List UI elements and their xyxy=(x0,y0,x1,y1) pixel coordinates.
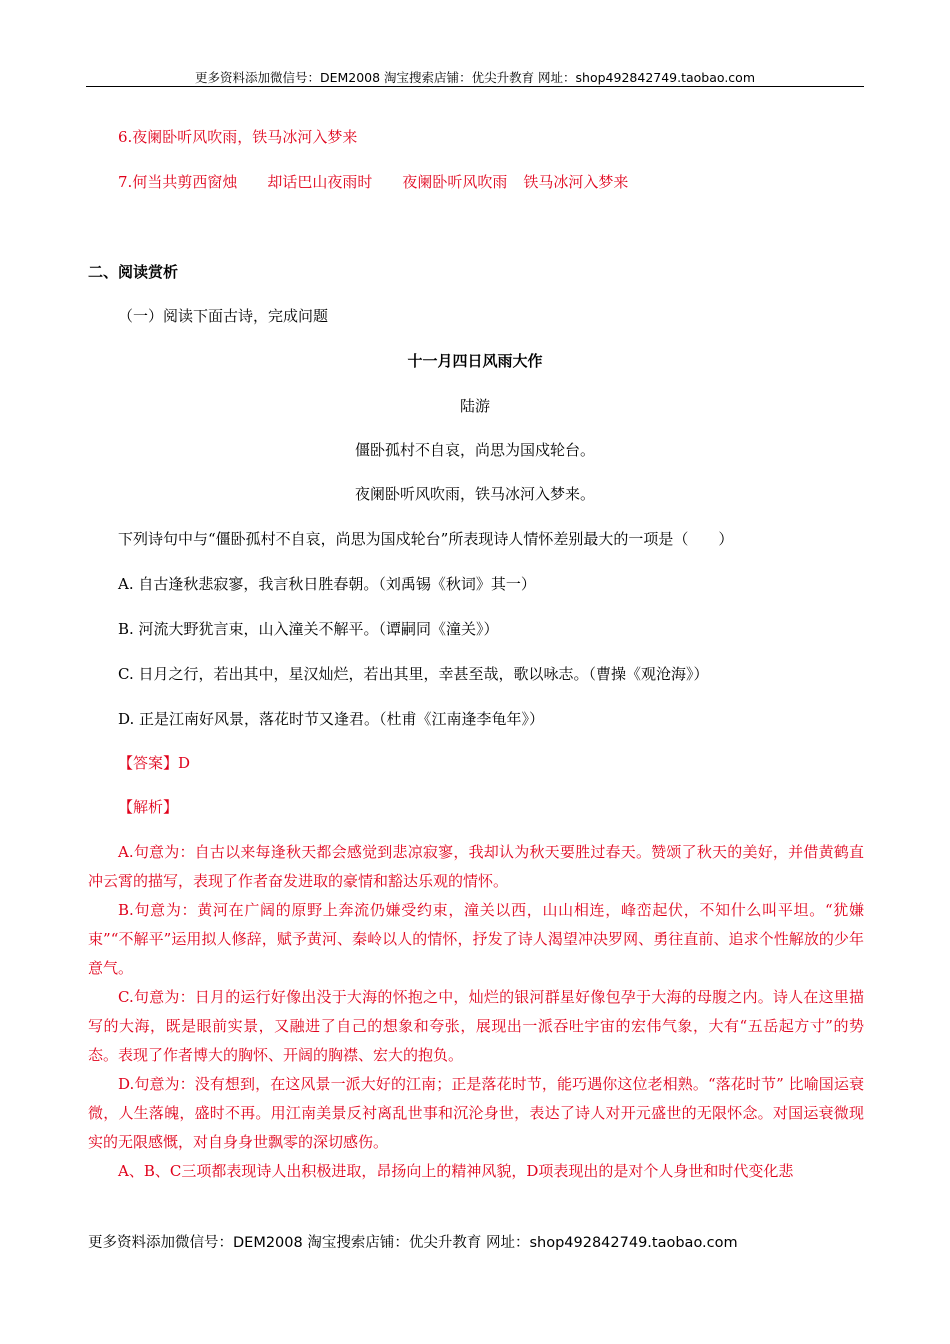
answer-item-7-part: 却话巴山夜雨时 xyxy=(267,173,373,191)
answer-item-7-part: 铁马冰河入梦来 xyxy=(523,173,629,191)
analysis-label: 【解析】 xyxy=(118,798,179,816)
option-c: C. 日月之行，若出其中，星汉灿烂，若出其里，幸甚至哉，歌以咏志。（曹操《观沧海》） xyxy=(118,665,709,683)
answer-line xyxy=(118,753,190,773)
page-header: 更多资料添加微信号：DEM2008 淘宝搜索店铺：优尖升教育 网址：shop492842749.taobao.com xyxy=(194,70,756,85)
answer-item-7-part: 夜阑卧听风吹雨 xyxy=(402,173,508,191)
answer-item-7 xyxy=(118,172,628,192)
analysis-paragraph-a: A.句意为：自古以来每逢秋天都会感觉到悲凉寂寥，我却认为秋天要胜过春天。赞颂了秋天的美好，并借黄鹤直冲云霄的描写，表现了作者奋发进取的豪情和豁达乐观的情怀。 xyxy=(88,843,864,890)
answer-item-6: 6.夜阑卧听风吹雨，铁马冰河入梦来 xyxy=(118,128,358,146)
poem-author: 陆游 xyxy=(459,397,490,415)
poem-line: 夜阑卧听风吹雨，铁马冰河入梦来。 xyxy=(354,485,595,503)
poem-title: 十一月四日风雨大作 xyxy=(407,352,543,370)
analysis-paragraph-d: D.句意为：没有想到，在这风景一派大好的江南；正是落花时节，能巧遇你这位老相熟。“落花时节” 比喻国运衰微，人生落魄，盛时不再。用江南美景反衬离乱世事和沉沦身世，表达了诗人对开元盛世的无限怀念。对国运衰微现实的无限感慨，对自身身世飘零的深切感伤。 xyxy=(88,1075,864,1151)
option-b: B. 河流大野犹言束，山入潼关不解平。（谭嗣同《潼关》） xyxy=(118,620,499,638)
page-footer: 更多资料添加微信号：DEM2008 淘宝搜索店铺：优尖升教育 网址：shop492842749.taobao.com xyxy=(88,1235,738,1251)
poem-line: 僵卧孤村不自哀，尚思为国戍轮台。 xyxy=(354,441,595,459)
header-divider xyxy=(86,86,864,87)
option-d: D. 正是江南好风景，落花时节又逢君。（杜甫《江南逢李龟年》） xyxy=(118,710,545,728)
option-a: A. 自古逢秋悲寂寥，我言秋日胜春朝。（刘禹锡《秋词》其一） xyxy=(118,575,536,593)
analysis-paragraph-c: C.句意为：日月的运行好像出没于大海的怀抱之中，灿烂的银河群星好像包孕于大海的母腹之内。诗人在这里描写的大海，既是眼前实景，又融进了自己的想象和夸张，展现出一派吞吐宇宙的宏伟气象，大有“五岳起方寸”的势态。表现了作者博大的胸怀、开阔的胸襟、宏大的抱负。 xyxy=(88,988,864,1064)
answer-item-7-number: 7. xyxy=(118,173,133,191)
answer-value: D xyxy=(178,754,191,772)
subsection-title: （一）阅读下面古诗，完成问题 xyxy=(118,307,329,325)
answer-item-7-part: 何当共剪西窗烛 xyxy=(132,173,238,191)
answer-label: 【答案】 xyxy=(118,754,179,772)
section-title: 二、阅读赏析 xyxy=(88,263,179,281)
question-stem: 下列诗句中与“僵卧孤村不自哀，尚思为国戍轮台”所表现诗人情怀差别最大的一项是（ ） xyxy=(118,530,734,548)
analysis-paragraph-b: B.句意为：黄河在广阔的原野上奔流仍嫌受约束，潼关以西，山山相连，峰峦起伏，不知什么叫平坦。“犹嫌束”“不解平”运用拟人修辞，赋予黄河、秦岭以人的情怀，抒发了诗人渴望冲决罗网、勇往直前、追求个性解放的少年意气。 xyxy=(88,901,864,977)
analysis-summary: A、B、C三项都表现诗人出积极进取，昂扬向上的精神风貌，D项表现出的是对个人身世和时代变化悲 xyxy=(118,1162,794,1180)
